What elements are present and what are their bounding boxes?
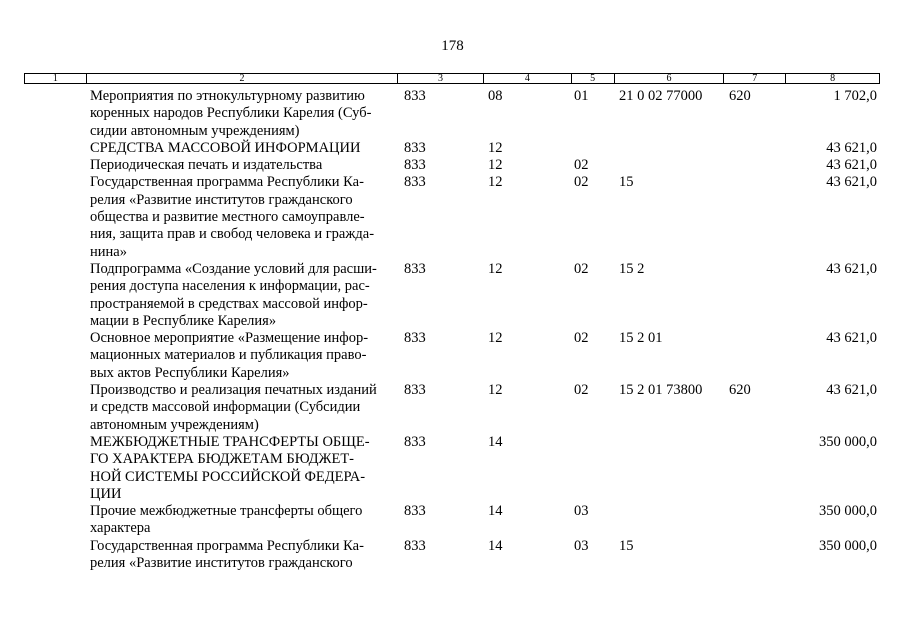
table-row (24, 503, 880, 538)
column-number-8: 8 (830, 73, 836, 84)
row-target-article-code (615, 503, 725, 538)
row-ministry-code: 833 (404, 433, 426, 450)
row-target-article-code: 15 2 01 (619, 330, 663, 347)
row-description: Государственная программа Республики Ка- релия «Развитие институтов гражданского (90, 537, 364, 572)
row-description: Государственная программа Республики Ка- релия «Развитие институтов гражданского общества и развитие местного самоуправле- ния, защита прав и свобод человека и гражда- нина» (90, 174, 375, 260)
row-section-code: 12 (488, 157, 503, 174)
row-section-code: 14 (488, 503, 503, 520)
row-amount: 350 000,0 (819, 433, 877, 450)
row-description: Производство и реализация печатных изданий и средств массовой информации (Субсидии автономным учреждениям) (90, 382, 377, 433)
column-number-1: 1 (25, 74, 87, 83)
row-description: Подпрограмма «Создание условий для расши- рения доступа населения к информации, рас- пространяемой в средствах массовой инфор- мации в Республике Карелия» (90, 260, 377, 329)
row-expense-type-code (725, 538, 787, 573)
row-expense-type-code (725, 261, 787, 330)
row-section-code: 12 (488, 382, 503, 399)
column-number-4: 4 (484, 74, 572, 83)
table-row (24, 330, 880, 382)
row-subsection-code: 02 (574, 382, 589, 399)
column-number-7: 7 (724, 74, 786, 83)
column-number-2: 2 (87, 74, 398, 83)
row-expense-type-code: 620 (729, 382, 751, 399)
column-number-6: 6 (615, 74, 725, 83)
row-amount: 350 000,0 (819, 537, 877, 554)
row-expense-type-code: 620 (729, 88, 751, 104)
row-description: Мероприятия по этнокультурному развитию коренных народов Республики Карелия (Суб- сидии автономным учреждениям) (90, 88, 372, 139)
row-target-article-code (615, 157, 725, 174)
budget-table-body (24, 88, 880, 572)
row-amount: 1 702,0 (833, 88, 877, 104)
row-amount: 43 621,0 (826, 382, 877, 399)
row-ministry-code: 833 (404, 330, 426, 347)
row-subsection-code: 02 (574, 174, 589, 191)
row-subsection-code: 02 (574, 330, 589, 347)
row-expense-type-code (725, 174, 787, 260)
row-subsection-code (572, 434, 615, 503)
row-target-article-code (615, 434, 725, 503)
column-number-3: 3 (398, 74, 484, 83)
row-expense-type-code (725, 503, 787, 538)
row-amount: 43 621,0 (826, 139, 877, 156)
row-subsection-code: 03 (574, 537, 589, 554)
row-ministry-code: 833 (404, 174, 426, 191)
row-ministry-code: 833 (404, 382, 426, 399)
row-amount: 350 000,0 (819, 503, 877, 520)
row-section-code: 12 (488, 330, 503, 347)
row-ministry-code: 833 (404, 537, 426, 554)
table-row (24, 174, 880, 260)
row-ministry-code: 833 (404, 88, 426, 104)
row-section-code: 14 (488, 537, 503, 554)
table-row (24, 382, 880, 434)
row-target-article-code: 21 0 02 77000 (619, 88, 703, 104)
row-subsection-code (572, 140, 615, 157)
row-section-code: 08 (488, 88, 503, 104)
row-section-code: 14 (488, 433, 503, 450)
table-row (24, 538, 880, 573)
table-row (24, 140, 880, 157)
row-expense-type-code (725, 330, 787, 382)
row-section-code: 12 (488, 139, 503, 156)
row-subsection-code: 02 (574, 260, 589, 277)
row-ministry-code: 833 (404, 157, 426, 174)
row-amount: 43 621,0 (826, 174, 877, 191)
row-description: Основное мероприятие «Размещение инфор- мационных материалов и публикация право- вых актов Республики Карелия» (90, 330, 369, 381)
table-row (24, 157, 880, 174)
row-expense-type-code (725, 140, 787, 157)
column-number-5: 5 (572, 74, 615, 83)
row-expense-type-code (725, 434, 787, 503)
table-row (24, 261, 880, 330)
row-description: Прочие межбюджетные трансферты общего характера (90, 503, 363, 537)
row-amount: 43 621,0 (826, 260, 877, 277)
table-row (24, 88, 880, 140)
row-target-article-code: 15 2 01 73800 (619, 382, 703, 399)
table-column-number-header (24, 73, 880, 84)
row-ministry-code: 833 (404, 139, 426, 156)
row-subsection-code: 03 (574, 503, 589, 520)
row-target-article-code: 15 (619, 537, 634, 554)
row-target-article-code (615, 140, 725, 157)
row-ministry-code: 833 (404, 503, 426, 520)
row-amount: 43 621,0 (826, 330, 877, 347)
row-expense-type-code (725, 157, 787, 174)
row-description: МЕЖБЮДЖЕТНЫЕ ТРАНСФЕРТЫ ОБЩЕ- ГО ХАРАКТЕРА БЮДЖЕТАМ БЮДЖЕТ- НОЙ СИСТЕМЫ РОССИЙСКОЙ ФЕДЕРА- ЦИИ (90, 433, 370, 502)
page-number: 178 (441, 38, 464, 54)
row-section-code: 12 (488, 174, 503, 191)
row-description: Периодическая печать и издательства (90, 157, 323, 174)
row-amount: 43 621,0 (826, 157, 877, 174)
table-row (24, 434, 880, 503)
row-target-article-code: 15 (619, 174, 634, 191)
row-subsection-code: 01 (574, 88, 589, 104)
row-ministry-code: 833 (404, 260, 426, 277)
row-description: СРЕДСТВА МАССОВОЙ ИНФОРМАЦИИ (90, 139, 361, 156)
row-subsection-code: 02 (574, 157, 589, 174)
row-target-article-code: 15 2 (619, 260, 645, 277)
row-section-code: 12 (488, 260, 503, 277)
